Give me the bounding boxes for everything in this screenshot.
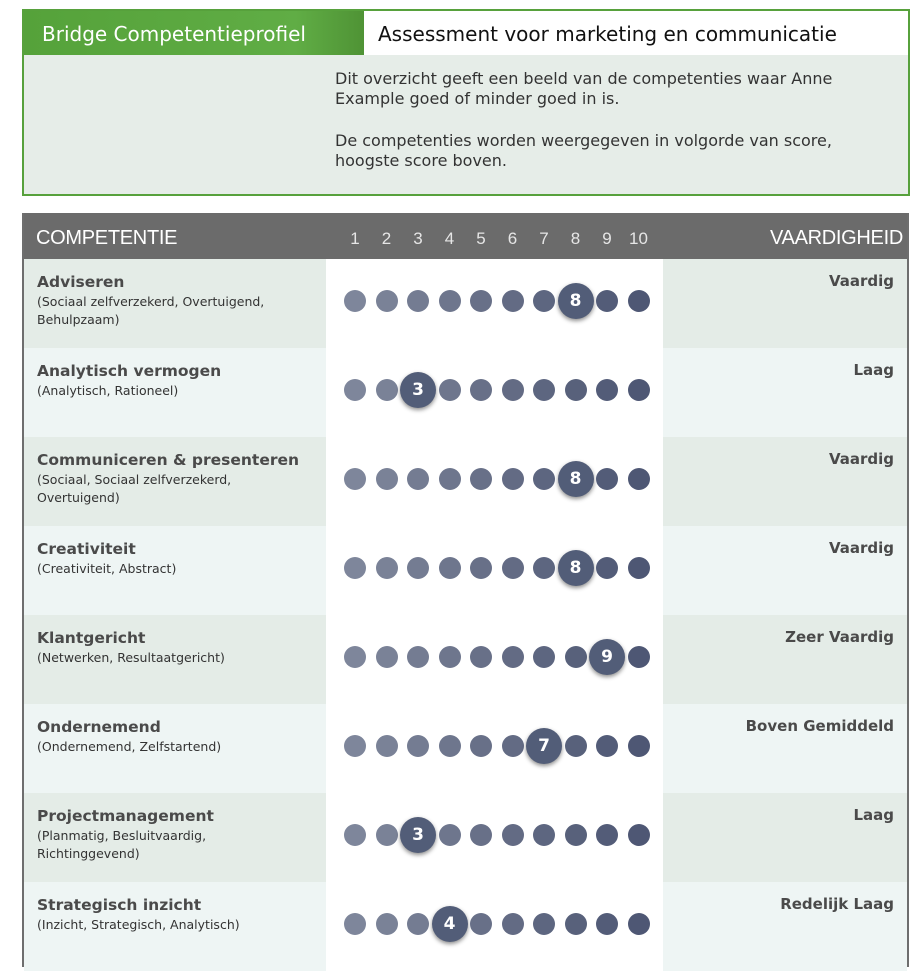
scale-dot	[407, 646, 429, 668]
scale-dot	[628, 379, 650, 401]
scale-dot	[407, 468, 429, 490]
column-header-vaardigheid: VAARDIGHEID	[769, 227, 903, 249]
intro-text	[335, 69, 895, 193]
level-cell	[663, 882, 907, 971]
score-marker: 4	[432, 906, 468, 942]
scale-dot	[407, 557, 429, 579]
competency-subtraits: (Netwerken, Resultaatgericht)	[37, 650, 225, 665]
scale-dot	[376, 735, 398, 757]
table-row	[24, 793, 907, 882]
scale-dot	[470, 290, 492, 312]
level-cell	[663, 526, 907, 615]
competency-name: Communiceren & presenteren	[37, 451, 300, 469]
score-marker: 9	[589, 639, 625, 675]
competency-subtraits: (Inzicht, Strategisch, Analytisch)	[37, 917, 240, 932]
competency-cell	[24, 259, 326, 348]
competency-name: Adviseren	[37, 273, 125, 291]
table-row	[24, 615, 907, 704]
table-row	[24, 882, 907, 971]
level-cell	[663, 348, 907, 437]
scale-dot	[470, 557, 492, 579]
competency-cell	[24, 793, 326, 882]
scale-dot	[439, 735, 461, 757]
scale-dot	[502, 735, 524, 757]
intro-paragraph-1: Dit overzicht geeft een beeld van de competenties waar Anne Example goed of minder goed in is.	[335, 69, 833, 108]
competency-cell	[24, 615, 326, 704]
scale-dot	[502, 557, 524, 579]
score-marker: 8	[558, 550, 594, 586]
scale-dot	[376, 290, 398, 312]
score-marker: 3	[400, 372, 436, 408]
scale-dot	[439, 646, 461, 668]
competency-name: Creativiteit	[37, 540, 136, 558]
competency-name: Projectmanagement	[37, 807, 214, 825]
scale-label: 10	[629, 229, 648, 248]
scale-dot	[502, 468, 524, 490]
column-header-competentie: COMPETENTIE	[36, 227, 178, 249]
scale-dot	[407, 913, 429, 935]
level-cell	[663, 793, 907, 882]
scale-dot	[596, 468, 618, 490]
competency-cell	[24, 348, 326, 437]
score-marker: 7	[526, 728, 562, 764]
scale-dot	[502, 824, 524, 846]
level-cell	[663, 615, 907, 704]
score-marker: 8	[558, 461, 594, 497]
competency-cell	[24, 704, 326, 793]
scale-dot	[439, 824, 461, 846]
score-marker: 8	[558, 283, 594, 319]
level-cell	[663, 437, 907, 526]
scale-dot	[407, 735, 429, 757]
scale-dot	[502, 913, 524, 935]
level-cell	[663, 259, 907, 348]
scale-dot	[533, 290, 555, 312]
skill-level: Laag	[853, 806, 894, 824]
scale-dot	[628, 913, 650, 935]
competency-table	[22, 213, 909, 967]
competency-subtraits: (Planmatig, Besluitvaardig, Richtinggevend)	[37, 828, 207, 861]
skill-level: Redelijk Laag	[780, 895, 894, 913]
competency-name: Analytisch vermogen	[37, 362, 222, 380]
scale-dot	[596, 913, 618, 935]
skill-level: Zeer Vaardig	[785, 628, 894, 646]
skill-level: Laag	[853, 361, 894, 379]
scale-dot	[596, 824, 618, 846]
scale-dot	[596, 379, 618, 401]
scale-dot	[628, 468, 650, 490]
scale-dot	[344, 646, 366, 668]
scale-label: 5	[476, 229, 486, 248]
scale-label: 4	[444, 229, 455, 248]
table-row	[24, 437, 907, 526]
table-row	[24, 526, 907, 615]
scale-dot	[376, 646, 398, 668]
competency-cell	[24, 526, 326, 615]
competency-subtraits: (Analytisch, Rationeel)	[37, 383, 179, 398]
intro-paragraph-2: De competenties worden weergegeven in volgorde van score, hoogste score boven.	[335, 131, 832, 170]
competency-name: Ondernemend	[37, 718, 161, 736]
scale-dot	[628, 646, 650, 668]
scale-dot	[565, 913, 587, 935]
scale-dot	[470, 379, 492, 401]
scale-dot	[376, 557, 398, 579]
scale-dot	[344, 557, 366, 579]
table-row	[24, 704, 907, 793]
scale-dot	[344, 290, 366, 312]
scale-label: 1	[350, 229, 360, 248]
scale-dot	[344, 824, 366, 846]
scale-dot	[628, 290, 650, 312]
scale-dot	[470, 735, 492, 757]
brand-title: Bridge Competentieprofiel	[24, 11, 364, 55]
scale-dot	[628, 824, 650, 846]
scale-dot	[376, 913, 398, 935]
scale-dot	[470, 646, 492, 668]
scale-dot	[439, 379, 461, 401]
scale-dot	[533, 646, 555, 668]
scale-dot	[439, 468, 461, 490]
scale-dot	[596, 290, 618, 312]
competency-subtraits: (Sociaal zelfverzekerd, Overtuigend, Behulpzaam)	[37, 294, 265, 327]
score-marker: 3	[400, 817, 436, 853]
scale-label: 8	[570, 229, 581, 248]
scale-label: 2	[381, 229, 392, 248]
scale-dot	[565, 735, 587, 757]
scale-dot	[565, 379, 587, 401]
assessment-title: Assessment voor marketing en communicatie	[364, 11, 908, 55]
scale-label: 7	[539, 229, 549, 248]
table-row	[24, 348, 907, 437]
scale-dot	[439, 557, 461, 579]
table-row	[24, 259, 907, 348]
scale-dot	[344, 735, 366, 757]
skill-level: Vaardig	[828, 450, 894, 468]
scale-dot	[596, 735, 618, 757]
scale-dot	[628, 557, 650, 579]
scale-dot	[502, 646, 524, 668]
skill-level: Boven Gemiddeld	[745, 717, 894, 735]
scale-dot	[533, 468, 555, 490]
scale-dot	[533, 824, 555, 846]
skill-level: Vaardig	[828, 539, 894, 557]
scale-dot	[502, 290, 524, 312]
table-header	[24, 213, 907, 259]
scale-dot	[596, 557, 618, 579]
competency-name: Klantgericht	[37, 629, 146, 647]
scale-dot	[533, 913, 555, 935]
competency-subtraits: (Ondernemend, Zelfstartend)	[37, 739, 222, 754]
scale-label: 9	[602, 229, 612, 248]
scale-dot	[344, 379, 366, 401]
scale-dot	[407, 290, 429, 312]
scale-label: 6	[507, 229, 518, 248]
competency-name: Strategisch inzicht	[37, 896, 202, 914]
scale-dot	[439, 290, 461, 312]
scale-label: 3	[413, 229, 423, 248]
scale-dot	[470, 468, 492, 490]
scale-dot	[376, 379, 398, 401]
scale-dot	[502, 379, 524, 401]
competency-cell	[24, 437, 326, 526]
scale-dot	[565, 824, 587, 846]
competency-cell	[24, 882, 326, 971]
scale-dot	[376, 468, 398, 490]
level-cell	[663, 704, 907, 793]
scale-dot	[533, 557, 555, 579]
scale-dot	[376, 824, 398, 846]
scale-dot	[344, 913, 366, 935]
competency-subtraits: (Sociaal, Sociaal zelfverzekerd, Overtuigend)	[37, 472, 232, 505]
header-box	[22, 9, 910, 196]
competency-subtraits: (Creativiteit, Abstract)	[37, 561, 177, 576]
scale-dot	[565, 646, 587, 668]
scale-dot	[470, 824, 492, 846]
scale-dot	[344, 468, 366, 490]
scale-dot	[628, 735, 650, 757]
scale-dot	[533, 379, 555, 401]
skill-level: Vaardig	[828, 272, 894, 290]
scale-dot	[470, 913, 492, 935]
